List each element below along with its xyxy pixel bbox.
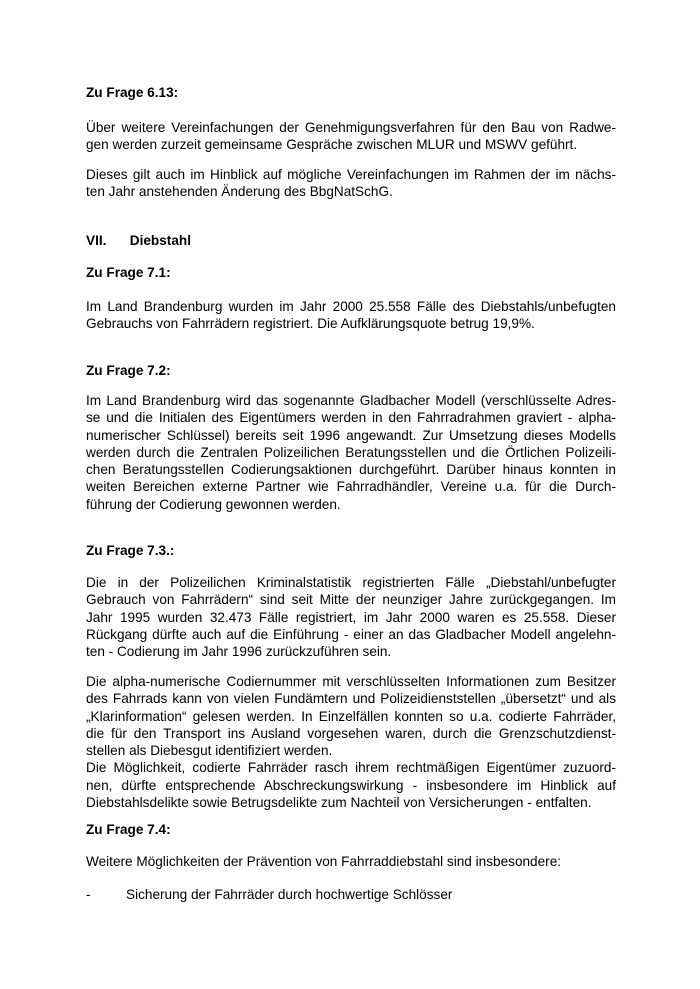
text-line: ten Jahr anstehenden Änderung des BbgNatSchG.: [86, 184, 393, 200]
paragraph-7-1: [86, 298, 616, 333]
text-line: Jahr 1995 wurden 32.473 Fälle registriert, im Jahr 2000 waren es 25.558. Dieser: [86, 609, 616, 625]
paragraph-7-2: [86, 392, 616, 513]
text-line: Gebrauchs von Fahrrädern registriert. Die Aufklärungsquote betrug 19,9%.: [86, 316, 535, 332]
text-line: numerischer Schlüssel) bereits seit 1996 angewandt. Zur Umsetzung dieses Modells: [86, 427, 616, 443]
list-item-text: Sicherung der Fahrräder durch hochwertige Schlösser: [126, 887, 453, 902]
heading-frage-6-13: Zu Frage 6.13:: [86, 85, 179, 100]
text-line: Im Land Brandenburg wird das sogenannte Gladbacher Modell (verschlüsselte Adres-: [86, 393, 616, 408]
paragraph-6-13-b: [86, 166, 616, 201]
text-line: führung der Codierung gewonnen werden.: [86, 496, 341, 512]
heading-frage-7-1: Zu Frage 7.1:: [86, 265, 171, 280]
heading-frage-7-3: Zu Frage 7.3.:: [86, 543, 175, 558]
text-line: Über weitere Vereinfachungen der Genehmigungsverfahren für den Bau von Radwe-: [86, 120, 616, 135]
text-line: ten - Codierung im Jahr 1996 zurückzuführen sein.: [86, 644, 392, 660]
list-item: [86, 886, 616, 903]
text-line: Diebstahlsdelikte sowie Betrugsdelikte zum Nachteil von Versicherungen - entfalten.: [86, 795, 592, 811]
text-line: werden durch die Zentralen Polizeilichen Beratungsstellen und die Örtlichen Polizeili-: [86, 444, 616, 460]
text-line: Die in der Polizeilichen Kriminalstatistik registrierten Fälle „Diebstahl/unbefugter: [86, 575, 616, 590]
paragraph-7-3-b: [86, 673, 616, 811]
text-line: nen, dürfte entsprechende Abschreckungswirkung - insbesondere im Hinblick auf: [86, 777, 616, 793]
text-line: die für den Transport ins Ausland vorgesehen waren, durch die Grenzschutzdienst-: [86, 725, 616, 741]
text-line: Rückgang dürfte auch auf die Einführung - einer an das Gladbacher Modell angelehn-: [86, 626, 616, 642]
text-line: chen Beratungsstellen Codierungsaktionen durchgeführt. Darüber hinaus konnten in: [86, 462, 616, 478]
text-line: gen werden zurzeit gemeinsame Gespräche zwischen MLUR und MSWV geführt.: [86, 137, 578, 153]
text-line: stellen als Diebesgut identifiziert werden.: [86, 743, 333, 759]
heading-frage-7-2: Zu Frage 7.2:: [86, 363, 171, 378]
text-line: Die Möglichkeit, codierte Fahrräder rasch ihrem rechtmäßigen Eigentümer zuzuord-: [86, 760, 616, 776]
paragraph-6-13-a: [86, 119, 616, 154]
text-line: Gebrauch von Fahrrädern“ sind seit Mitte der neunziger Jahre zurückgegangen. Im: [86, 592, 616, 608]
list-dash: -: [86, 887, 91, 902]
paragraph-7-4-intro: Weitere Möglichkeiten der Prävention von Fahrraddiebstahl sind insbesondere:: [86, 854, 562, 869]
section-number: VII.: [86, 233, 107, 248]
text-line: weiten Bereichen externe Partner wie Fahrradhändler, Vereine u.a. für die Durch-: [86, 479, 616, 495]
heading-frage-7-4: Zu Frage 7.4:: [86, 822, 171, 837]
text-line: „Klarinformation“ gelesen werden. In Einzelfällen konnten so u.a. codierte Fahrräder,: [86, 708, 616, 724]
text-line: se und die Initialen des Eigentümers werden in den Fahrradrahmen graviert - alpha-: [86, 410, 616, 426]
section-title: Diebstahl: [129, 233, 191, 248]
paragraph-7-3-a: [86, 574, 616, 660]
text-line: Im Land Brandenburg wurden im Jahr 2000 25.558 Fälle des Diebstahls/unbefugten: [86, 299, 616, 314]
text-line: des Fahrrads kann von vielen Fundämtern und Polizeidienststellen „übersetzt“ und als: [86, 691, 616, 707]
text-line: Dieses gilt auch im Hinblick auf mögliche Vereinfachungen im Rahmen der im nächs-: [86, 167, 616, 182]
text-line: Die alpha-numerische Codiernummer mit verschlüsselten Informationen zum Besitzer: [86, 674, 616, 689]
section-heading-vii: [86, 232, 616, 249]
